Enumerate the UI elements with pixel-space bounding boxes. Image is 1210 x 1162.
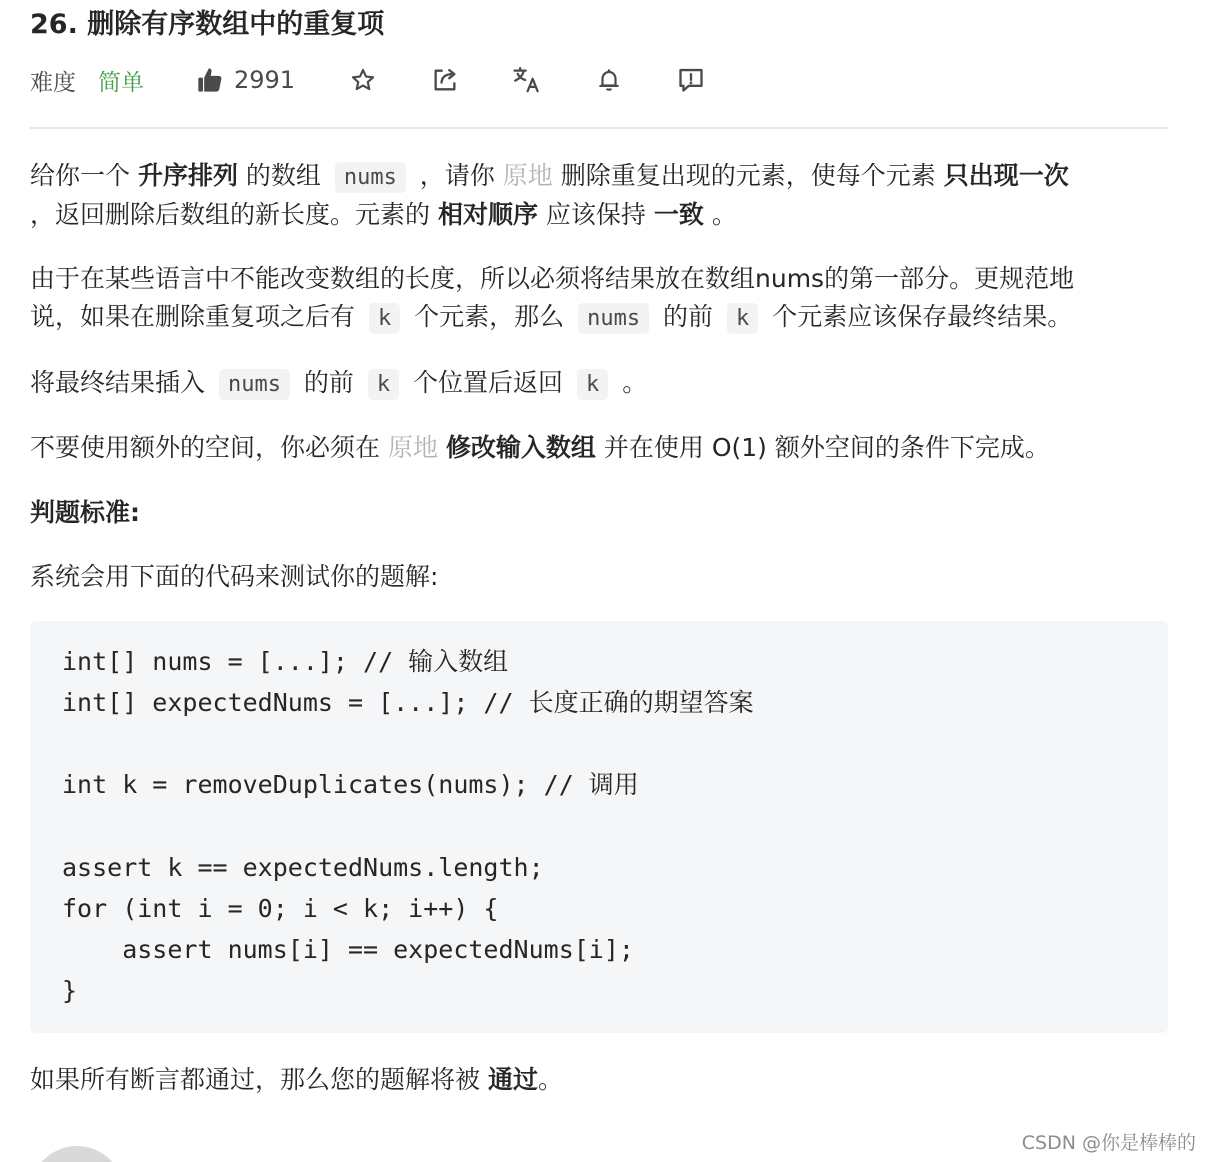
text-span: 不要使用额外的空间，你必须在 [30, 433, 388, 462]
text-span [438, 433, 446, 462]
text-span: 应该保持 [537, 200, 654, 229]
code-line: int[] expectedNums = [...]; // 长度正确的期望答案 [62, 688, 754, 717]
text-span: 的前 [655, 302, 721, 331]
code-line: for (int i = 0; i < k; i++) { [62, 894, 499, 923]
text-span: ，请你 [411, 161, 503, 190]
emphasis-text: 只出现一次 [943, 161, 1069, 190]
text-span: 删除重复出现的元素，使每个元素 [552, 161, 944, 190]
difficulty-badge: 简单 [98, 69, 144, 96]
text-span: 将最终结果插入 [30, 368, 213, 397]
share-button[interactable] [429, 64, 461, 96]
feedback-button[interactable] [675, 64, 707, 96]
text-span: ，返回删除后数组的新长度。元素的 [30, 200, 438, 229]
avatar[interactable] [30, 1146, 124, 1162]
csdn-watermark: CSDN @你是棒棒的 [1021, 1132, 1196, 1154]
description-paragraph-2-line-2 [30, 298, 1170, 338]
description-paragraph-4 [30, 429, 1170, 467]
inline-code: k [369, 303, 400, 334]
thumbs-up-icon [196, 66, 224, 94]
text-span: 。 [537, 1065, 563, 1094]
code-line: } [62, 976, 78, 1005]
description-paragraph-3 [30, 364, 1170, 404]
description-paragraph-1 [30, 157, 1170, 197]
inline-code: k [368, 369, 399, 400]
difficulty-label: 难度 [30, 69, 76, 96]
inline-code: nums [219, 369, 290, 400]
code-line: int k = removeDuplicates(nums); // 调用 [62, 770, 639, 799]
conclusion-paragraph [30, 1061, 1170, 1099]
problem-title: 26. 删除有序数组中的重复项 [30, 9, 385, 40]
text-span: 的数组 [237, 161, 329, 190]
text-span: 的前 [295, 368, 362, 397]
code-block [30, 621, 1168, 1033]
bell-icon [596, 67, 622, 93]
description-paragraph-1-line-2 [30, 196, 1170, 234]
like-count: 2991 [234, 66, 296, 94]
favorite-button[interactable] [347, 64, 379, 96]
subscribe-button[interactable] [593, 64, 625, 96]
emphasis-text: 修改输入数组 [445, 433, 596, 462]
description-paragraph-2: 由于在某些语言中不能改变数组的长度，所以必须将结果放在数组nums的第一部分。更规范地 [30, 264, 1075, 293]
emphasis-text: 相对顺序 [437, 200, 538, 229]
feedback-icon [677, 66, 705, 94]
text-span: 个元素应该保存最终结果。 [764, 302, 1073, 331]
problem-meta-bar [30, 60, 707, 100]
code-line: assert nums[i] == expectedNums[i]; [62, 935, 634, 964]
muted-link-text: 原地 [502, 161, 553, 190]
emphasis-text: 通过 [487, 1065, 538, 1094]
star-icon [350, 67, 376, 93]
muted-link-text: 原地 [387, 433, 438, 462]
judge-heading: 判题标准: [30, 498, 140, 527]
inline-code: k [577, 369, 608, 400]
translate-icon [512, 65, 542, 95]
text-span: 。 [614, 368, 648, 397]
text-span: 个元素，那么 [406, 302, 573, 331]
text-span: 。 [703, 200, 737, 229]
header-divider [30, 127, 1168, 129]
like-button[interactable] [196, 66, 295, 94]
text-span: 如果所有断言都通过，那么您的题解将被 [30, 1065, 488, 1094]
emphasis-text: 升序排列 [137, 161, 238, 190]
text-span: 说，如果在删除重复项之后有 [30, 302, 363, 331]
emphasis-text: 一致 [653, 200, 704, 229]
judge-intro: 系统会用下面的代码来测试你的题解: [30, 562, 439, 591]
inline-code: nums [578, 303, 649, 334]
text-span: 给你一个 [30, 161, 138, 190]
text-span: 个位置后返回 [405, 368, 571, 397]
inline-code: nums [335, 162, 406, 193]
code-line: int[] nums = [...]; // 输入数组 [62, 647, 509, 676]
translate-button[interactable] [511, 64, 543, 96]
share-icon [431, 66, 459, 94]
inline-code: k [727, 303, 758, 334]
text-span: 并在使用 O(1) 额外空间的条件下完成。 [595, 433, 1050, 462]
code-line: assert k == expectedNums.length; [62, 853, 544, 882]
